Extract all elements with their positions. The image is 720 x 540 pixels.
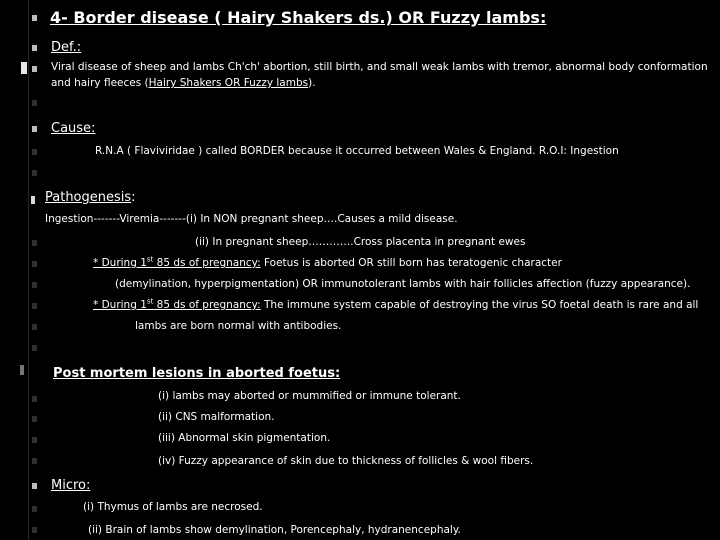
bullet-icon (32, 396, 37, 402)
pathogenesis-during-2: * During 1st 85 ds of pregnancy: The immune system capable of destroying the virus SO foetal death is rare and all (93, 297, 699, 311)
bullet-icon (32, 303, 37, 309)
bullet-icon (32, 149, 37, 155)
micro-heading: Micro: (51, 478, 91, 493)
bullet-icon (32, 170, 37, 176)
definition-heading: Def.: (51, 40, 82, 55)
bullet-icon (32, 261, 37, 267)
pathogenesis-heading: Pathogenesis: (45, 190, 136, 205)
bullet-icon (32, 282, 37, 288)
bullet-icon (32, 126, 37, 132)
slide-title: 4- Border disease ( Hairy Shakers ds.) OR Fuzzy lambs: (50, 8, 547, 27)
micro-item: (i) Thymus of lambs are necrosed. (83, 501, 263, 513)
definition-line-2: and hairy fleeces (Hairy Shakers OR Fuzzy lambs). (51, 77, 316, 89)
bullet-icon (32, 15, 37, 21)
bullet-icon (32, 45, 37, 51)
pathogenesis-line-2: (ii) In pregnant sheep………….Cross placenta in pregnant ewes (195, 236, 526, 248)
bullet-icon (31, 196, 35, 204)
bullet-icon (32, 345, 37, 351)
pathogenesis-during-1-label: * During 1st 85 ds of pregnancy: (93, 255, 261, 269)
pathogenesis-during-1-cont: (demylination, hyperpigmentation) OR immunotolerant lambs with hair follicles affection (fuzzy appearance). (115, 278, 691, 290)
pathogenesis-during-2-label: * During 1st 85 ds of pregnancy: (93, 297, 261, 311)
definition-line-1: Viral disease of sheep and lambs Ch'ch' abortion, still birth, and small weak lambs with tremor, abnormal body conformation (51, 61, 708, 73)
pathogenesis-during-2-cont: lambs are born normal with antibodies. (135, 320, 342, 332)
bullet-icon (32, 100, 37, 106)
bullet-icon (32, 527, 37, 533)
cause-text: R.N.A ( Flaviviridae ) called BORDER because it occurred between Wales & England. R.O.I: Ingestion (95, 145, 619, 157)
bullet-icon (32, 437, 37, 443)
postmortem-item: (iii) Abnormal skin pigmentation. (158, 432, 331, 444)
postmortem-heading: Post mortem lesions in aborted foetus: (53, 366, 341, 381)
bullet-icon (32, 506, 37, 512)
bullet-icon (32, 324, 37, 330)
micro-item: (ii) Brain of lambs show demylination, Porencephaly, hydranencephaly. (88, 524, 461, 536)
bullet-icon (21, 62, 27, 74)
definition-link: Hairy Shakers OR Fuzzy lambs (148, 77, 309, 89)
bullet-icon (32, 483, 37, 489)
bullet-icon (32, 66, 37, 72)
bullet-icon (32, 240, 37, 246)
bullet-icon (32, 458, 37, 464)
postmortem-item: (ii) CNS malformation. (158, 411, 275, 423)
bullet-icon (32, 416, 37, 422)
cause-heading: Cause: (51, 121, 96, 136)
pathogenesis-during-1: * During 1st 85 ds of pregnancy: Foetus is aborted OR still born has teratogenic character (93, 255, 562, 269)
bullet-icon (20, 365, 24, 375)
pathogenesis-line-1: Ingestion-------Viremia-------(i) In NON pregnant sheep….Causes a mild disease. (45, 213, 458, 225)
left-rule (28, 0, 29, 540)
postmortem-item: (i) lambs may aborted or mummified or immune tolerant. (158, 390, 461, 402)
postmortem-item: (iv) Fuzzy appearance of skin due to thickness of follicles & wool fibers. (158, 455, 534, 467)
